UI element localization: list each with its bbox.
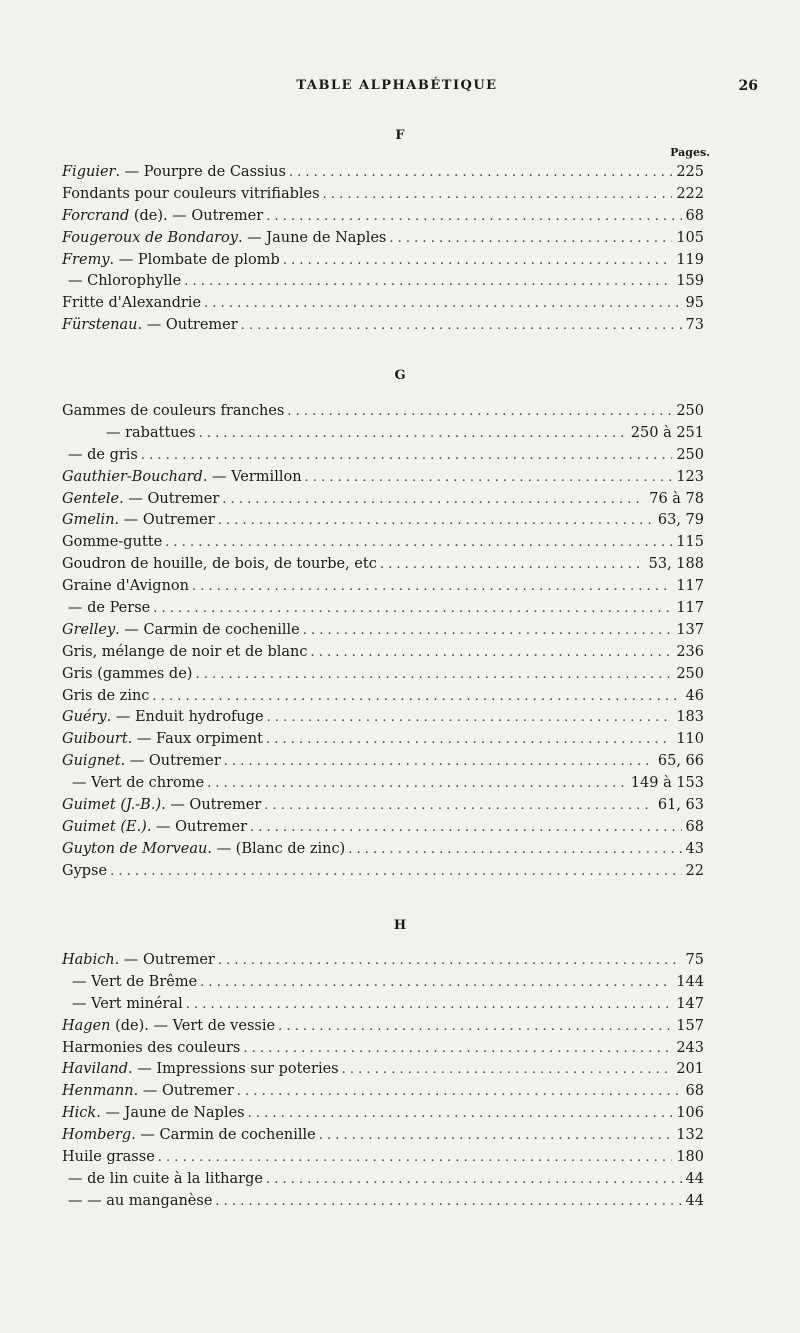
index-entry (62, 751, 704, 773)
entry-subject: . — Outremer (114, 512, 215, 529)
index-entry (62, 1059, 704, 1081)
entry-author: Haviland (62, 1061, 129, 1078)
dot-leader (303, 620, 673, 642)
entry-subject: (de). — Vert de vessie (110, 1017, 276, 1034)
dot-leader (243, 1038, 672, 1060)
dot-leader (222, 489, 645, 511)
entry-page: 68 (685, 818, 704, 835)
dot-leader (266, 729, 672, 751)
entry-text (62, 467, 305, 489)
entry-text (62, 184, 323, 206)
index-entry (62, 1016, 704, 1038)
entry-subject: . — Outremer (120, 753, 221, 770)
entry-page: 250 à 251 (630, 424, 704, 441)
entry-text (62, 686, 152, 708)
entry-text (62, 729, 266, 751)
dot-leader (283, 250, 672, 272)
entry-author: Forcrand (62, 207, 130, 224)
entry-page: 106 (676, 1105, 704, 1122)
entry-page: 22 (685, 862, 704, 879)
section-g-entries (62, 401, 704, 883)
index-entry (62, 642, 704, 664)
section-letter-f: F (395, 128, 405, 143)
entry-author: Henmann (62, 1083, 134, 1100)
dot-leader (380, 554, 645, 576)
entry-subject: — de Perse (68, 600, 151, 617)
dot-leader (267, 707, 673, 729)
entry-page: 119 (676, 251, 704, 268)
section-h-entries (62, 950, 704, 1213)
dot-leader (342, 1059, 673, 1081)
entry-text (62, 642, 310, 664)
entry-text (62, 271, 184, 293)
entry-author: Homberg (62, 1127, 132, 1144)
entry-text (62, 445, 141, 467)
entry-author: Guyton de Morveau (62, 840, 208, 857)
entry-page: 76 à 78 (649, 490, 704, 507)
dot-leader (218, 950, 682, 972)
dot-leader (110, 861, 681, 883)
page-number: 26 (738, 78, 758, 94)
entry-subject: . — Jaune de Naples (96, 1105, 245, 1122)
entry-subject: — Vert de Brême (72, 973, 198, 990)
entry-text (62, 839, 348, 861)
dot-leader (152, 686, 681, 708)
entry-subject: — rabattues (106, 424, 196, 441)
index-entry (62, 228, 704, 250)
entry-page: 149 à 153 (630, 775, 704, 792)
entry-page: 225 (676, 164, 704, 180)
entry-subject: . — Faux orpiment (127, 731, 263, 748)
entry-subject: . — Impressions sur poteries (128, 1061, 339, 1078)
dot-leader (200, 972, 672, 994)
entry-author: Gmelin (62, 512, 115, 529)
index-entry (62, 250, 704, 272)
dot-leader (224, 751, 654, 773)
entry-subject: Gris (gammes de) (62, 665, 193, 682)
entry-subject: . — Enduit hydrofuge (106, 709, 264, 726)
entry-page: 110 (676, 731, 704, 748)
entry-subject: Gypse (62, 862, 108, 879)
entry-subject: (de). — Outremer (129, 207, 264, 224)
entry-author: Grelley (62, 621, 116, 638)
entry-page: 137 (676, 621, 704, 638)
dot-leader (158, 1147, 673, 1169)
entry-page: 117 (676, 578, 704, 595)
entry-text (62, 293, 204, 315)
entry-subject: — de lin cuite à la litharge (68, 1170, 263, 1187)
index-entry (62, 795, 704, 817)
pages-column-label: Pages. (670, 146, 710, 159)
entry-text (62, 795, 264, 817)
entry-text (62, 576, 192, 598)
entry-subject: — de gris (68, 446, 138, 463)
index-entry (62, 1147, 704, 1169)
entry-text (62, 1125, 319, 1147)
entry-page: 183 (676, 709, 704, 726)
entry-text (62, 1016, 278, 1038)
entry-text (62, 751, 224, 773)
dot-leader (264, 795, 654, 817)
entry-page: 250 (676, 403, 704, 419)
dot-leader (184, 271, 672, 293)
index-entry (62, 467, 704, 489)
dot-leader (310, 642, 672, 664)
entry-subject: . — Outremer (161, 797, 262, 814)
entry-page: 222 (676, 185, 704, 202)
entry-subject: Gris de zinc (62, 687, 150, 704)
dot-leader (218, 510, 654, 532)
entry-subject: . — Outremer (137, 317, 238, 334)
index-entry (62, 1125, 704, 1147)
entry-subject: — Vert minéral (72, 995, 183, 1012)
dot-leader (323, 184, 673, 206)
section-letter-h: H (393, 918, 407, 933)
entry-text (62, 664, 195, 686)
section-f-entries (62, 162, 704, 337)
entry-author: Guibourt (62, 731, 128, 748)
entry-author: Guignet (62, 753, 121, 770)
entry-author: Gauthier-Bouchard (62, 468, 203, 485)
index-entry (62, 1081, 704, 1103)
index-entry (62, 401, 704, 423)
index-entry (62, 950, 704, 972)
index-entry (62, 445, 704, 467)
entry-text (62, 817, 250, 839)
entry-subject: . — Vermillon (202, 468, 302, 485)
entry-subject: Harmonies des couleurs (62, 1039, 241, 1056)
entry-text (62, 1103, 248, 1125)
entry-page: 243 (676, 1039, 704, 1056)
index-entry (62, 293, 704, 315)
index-entry (62, 1169, 704, 1191)
entry-author: Hagen (62, 1017, 111, 1034)
index-entry (62, 554, 704, 576)
entry-text (62, 707, 267, 729)
entry-text (62, 1191, 215, 1213)
entry-text (62, 250, 283, 272)
entry-subject: Gris, mélange de noir et de blanc (62, 643, 308, 660)
index-entry (62, 423, 704, 445)
dot-leader (319, 1125, 673, 1147)
entry-page: 53, 188 (648, 556, 704, 573)
index-entry (62, 773, 704, 795)
entry-text (62, 994, 186, 1016)
dot-leader (241, 315, 682, 337)
dot-leader (348, 839, 681, 861)
entry-subject: . — Outremer (114, 952, 215, 968)
index-entry (62, 1038, 704, 1060)
dot-leader (287, 401, 672, 423)
dot-leader (250, 817, 682, 839)
dot-leader (305, 467, 673, 489)
entry-text (62, 206, 266, 228)
dot-leader (215, 1191, 681, 1213)
dot-leader (153, 598, 672, 620)
entry-text (62, 950, 218, 972)
entry-subject: Gomme-gutte (62, 534, 163, 551)
entry-page: 159 (676, 273, 704, 290)
index-entry (62, 1103, 704, 1125)
entry-text (62, 489, 222, 511)
entry-page: 132 (676, 1127, 704, 1144)
entry-page: 201 (676, 1061, 704, 1078)
entry-text (62, 620, 303, 642)
entry-text (62, 423, 199, 445)
entry-subject: . — Plombate de plomb (109, 251, 280, 268)
dot-leader (207, 773, 627, 795)
index-entry (62, 620, 704, 642)
index-entry (62, 510, 704, 532)
entry-page: 44 (685, 1192, 704, 1209)
entry-page: 46 (685, 687, 704, 704)
dot-leader (237, 1081, 682, 1103)
entry-page: 144 (676, 973, 704, 990)
entry-subject: . — Jaune de Naples (237, 229, 387, 246)
index-entry (62, 861, 704, 883)
index-entry (62, 994, 704, 1016)
dot-leader (186, 994, 673, 1016)
entry-page: 68 (685, 207, 704, 224)
index-entry (62, 271, 704, 293)
dot-leader (165, 532, 672, 554)
entry-page: 117 (676, 600, 704, 617)
dot-leader (266, 206, 681, 228)
entry-page: 180 (676, 1149, 704, 1166)
entry-text (62, 554, 380, 576)
section-letter-g: G (394, 368, 406, 383)
entry-page: 157 (676, 1017, 704, 1034)
entry-page: 73 (685, 317, 704, 334)
entry-page: 250 (676, 446, 704, 463)
entry-author: Hick (62, 1105, 97, 1122)
dot-leader (141, 445, 672, 467)
entry-page: 44 (685, 1170, 704, 1187)
index-entry (62, 972, 704, 994)
entry-subject: . — Carmin de cochenille (131, 1127, 316, 1144)
dot-leader (199, 423, 627, 445)
entry-text (62, 773, 207, 795)
entry-text (62, 510, 218, 532)
dot-leader (389, 228, 672, 250)
entry-subject: Fondants pour couleurs vitrifiables (62, 185, 320, 202)
running-header (36, 78, 758, 100)
entry-subject: — — au manganèse (68, 1192, 213, 1209)
dot-leader (289, 162, 672, 184)
index-entry (62, 598, 704, 620)
page-title: TABLE ALPHABÉTIQUE (296, 78, 498, 93)
entry-page: 115 (676, 534, 704, 551)
dot-leader (278, 1016, 672, 1038)
entry-subject: — Vert de chrome (72, 775, 205, 792)
entry-author: Fougeroux de Bondaroy (62, 229, 238, 246)
index-entry (62, 1191, 704, 1213)
dot-leader (192, 576, 672, 598)
entry-page: 63, 79 (657, 512, 704, 529)
entry-page: 68 (685, 1083, 704, 1100)
entry-subject: Gammes de couleurs franches (62, 403, 285, 419)
entry-text (62, 162, 289, 184)
index-entry (62, 184, 704, 206)
entry-text (62, 972, 200, 994)
entry-author: Guéry (62, 709, 107, 726)
entry-page: 147 (676, 995, 704, 1012)
entry-page: 61, 63 (657, 797, 704, 814)
entry-subject: . — Outremer (119, 490, 220, 507)
entry-author: Fremy (62, 251, 110, 268)
entry-subject: . — Pourpre de Cassius (115, 164, 286, 180)
entry-page: 65, 66 (657, 753, 704, 770)
entry-subject: . — Carmin de cochenille (115, 621, 300, 638)
entry-subject: Fritte d'Alexandrie (62, 295, 202, 312)
dot-leader (204, 293, 682, 315)
dot-leader (248, 1103, 673, 1125)
entry-subject: Huile grasse (62, 1149, 155, 1166)
entry-text (62, 861, 110, 883)
index-entry (62, 576, 704, 598)
entry-page: 43 (685, 840, 704, 857)
entry-author: Guimet (J.-B.) (62, 797, 162, 814)
dot-leader (266, 1169, 682, 1191)
entry-subject: Graine d'Avignon (62, 578, 189, 595)
index-entry (62, 729, 704, 751)
entry-text (62, 532, 165, 554)
entry-author: Fürstenau (62, 317, 138, 334)
index-entry (62, 664, 704, 686)
entry-text (62, 1147, 158, 1169)
dot-leader (195, 664, 672, 686)
entry-author: Guimet (E.) (62, 818, 147, 835)
entry-page: 236 (676, 643, 704, 660)
index-entry (62, 206, 704, 228)
entry-text (62, 401, 287, 423)
entry-page: 75 (685, 952, 704, 968)
index-entry (62, 532, 704, 554)
index-entry (62, 162, 704, 184)
index-entry (62, 839, 704, 861)
entry-text (62, 228, 389, 250)
entry-text (62, 598, 153, 620)
entry-page: 123 (676, 468, 704, 485)
entry-author: Habich (62, 952, 115, 968)
entry-subject: . — Outremer (133, 1083, 234, 1100)
entry-subject: Goudron de houille, de bois, de tourbe, etc (62, 556, 377, 573)
entry-page: 250 (676, 665, 704, 682)
index-entry (62, 315, 704, 337)
entry-text (62, 1059, 342, 1081)
index-entry (62, 686, 704, 708)
entry-author: Gentele (62, 490, 120, 507)
entry-page: 105 (676, 229, 704, 246)
entry-subject: . — (Blanc de zinc) (207, 840, 346, 857)
index-entry (62, 707, 704, 729)
entry-text (62, 315, 241, 337)
entry-text (62, 1169, 266, 1191)
entry-text (62, 1081, 237, 1103)
index-entry (62, 489, 704, 511)
entry-text (62, 1038, 243, 1060)
entry-author: Figuier (62, 164, 116, 180)
entry-page: 95 (685, 295, 704, 312)
index-entry (62, 817, 704, 839)
entry-subject: — Chlorophylle (68, 273, 182, 290)
entry-subject: . — Outremer (146, 818, 247, 835)
